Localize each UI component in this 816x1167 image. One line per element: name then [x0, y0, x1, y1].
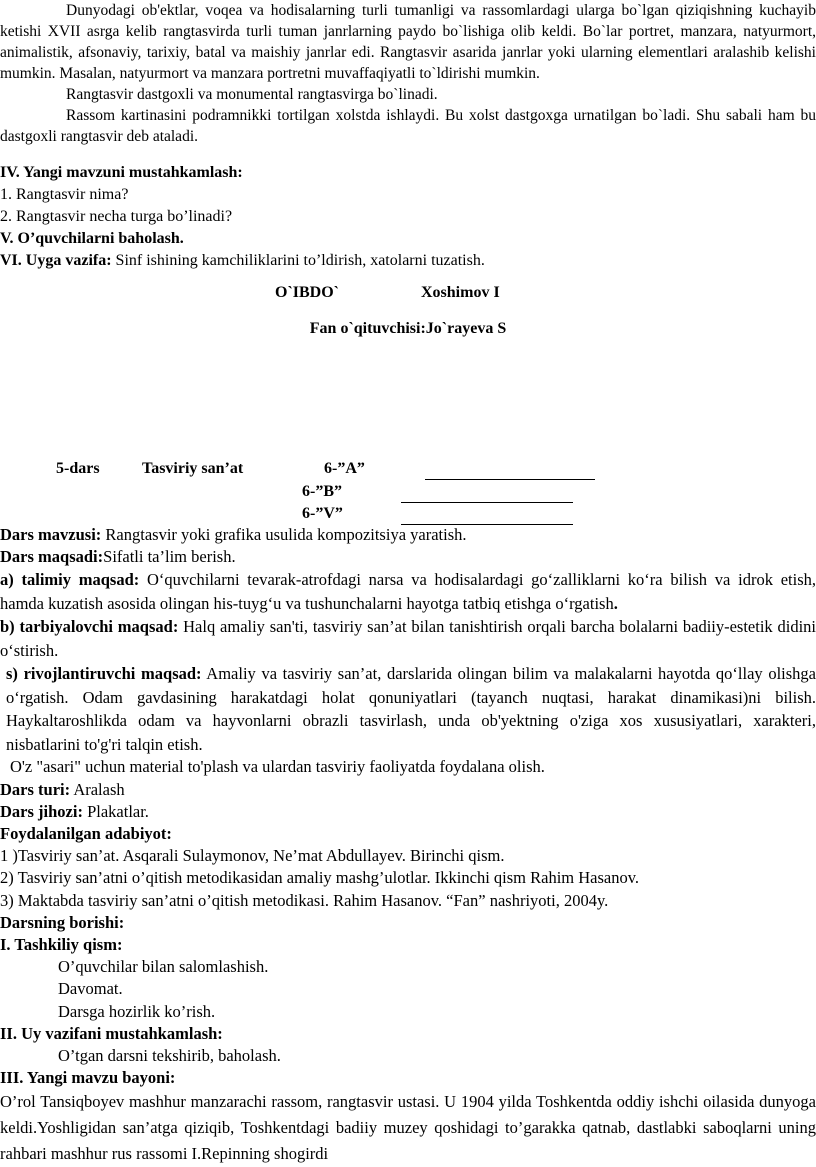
adabiyot-item-2: 2) Tasviriy san’atni o’qitish metodikasidan amaliy mashg’ulotlar. Ikkinchi qism Rahim Hasanov. [0, 868, 640, 888]
yangi-mavzu-text: O’rol Tansiqboyev mashhur manzarachi rassom, rangtasvir ustasi. U 1904 yilda Toshkentda oddiy ishchi oilasida dunyoga keldi.Yoshligidan san’atga qiziqib, Toshkentdagi badiiy muzey qoshidagi to’garakka qatnab, dastlabki saboqlarni uning rahbari mashhur rus rassomi I.Repinning shogirdi [0, 1092, 816, 1164]
section-4-heading: IV. Yangi mavzuni mustahkamlash: [0, 164, 243, 181]
tashkiliy-item-2: Davomat. [58, 979, 123, 999]
borishi-heading: Darsning borishi: [0, 912, 125, 932]
tashkiliy-heading: I. Tashkiliy qism: [0, 935, 123, 955]
dars-maqsadi [0, 546, 816, 568]
class-a: 6-”A” [324, 460, 365, 477]
talimiy-text: O‘quvchilarni tevarak-atrofdagi narsa va hodisalardagi go‘zalliklarni ko‘ra bilish va idrok etish, hamda kuzatish asosida olingan his-tuyg‘u va tushunchalarni hayotga tatbiq etishga o‘rgatish [0, 570, 816, 613]
homework-text: Sinf ishining kamchiliklarini to’ldirish, xatolarni tuzatish. [111, 252, 485, 269]
tashkiliy-item-3: Darsga hozirlik ko’rish. [58, 1001, 216, 1021]
class-b: 6-”B” [302, 483, 342, 500]
question-2: 2. Rangtasvir necha turga bo’linadi? [0, 208, 233, 225]
uy-vazifani-heading: II. Uy vazifani mustahkamlash: [0, 1023, 223, 1043]
tashkiliy-item-1: O’quvchilar bilan salomlashish. [58, 957, 269, 977]
adabiyot-item-1: 1 )Tasviriy san’at. Asqarali Sulaymonov, Ne’mat Abdullayev. Birinchi qism. [0, 846, 505, 866]
dars-turi-text: Aralash [70, 779, 125, 799]
dars-maqsadi-text: Sifatli ta’lim berish. [103, 547, 236, 567]
homework-line [0, 250, 816, 272]
adabiyot-item-3: 3) Maktabda tasviriy san’atni o’qitish metodikasi. Rahim Hasanov. “Fan” nashriyoti, 2004y. [0, 890, 609, 910]
dars-jihozi-text: Plakatlar. [82, 801, 149, 821]
teacher-line [0, 320, 816, 338]
dars-jihozi [0, 801, 816, 823]
dars-jihozi-label: Dars jihozi: [0, 801, 83, 821]
rivojlantiruvchi-text: Amaliy va tasviriy san’at, darslarida olingan bilim va malakalarni hayotda qo‘llay olishga o‘rgatish. Odam gavdasining harakatdagi holat qonuniyatlari (tayanch nuqtasi, harakat dinamikasi)ni bilish. Haykaltaroshlikda odam va hayvonlarni obrazli tasvirlash, unda ob'yektning o'ziga xos xususiyatlari, xarakteri, nisbatlarini to'g'ri talqin etish. [6, 664, 816, 754]
paragraph-types: Rangtasvir dastgoxli va monumental rangtasvirga bo`linadi. [66, 86, 438, 103]
homework-label: VI. Uyga vazifa: [0, 252, 112, 269]
uy-vazifani-item: O’tgan darsni tekshirib, baholash. [58, 1046, 281, 1066]
lesson-plan-body [0, 524, 816, 1167]
question-1: 1. Rangtasvir nima? [0, 186, 129, 203]
lesson-end-sections [0, 162, 816, 272]
yangi-mavzu-heading: III. Yangi mavzu bayoni: [0, 1068, 176, 1088]
talimiy-label: a) talimiy maqsad: [0, 570, 140, 590]
class-v: 6-”V” [302, 505, 343, 522]
intro-text-block [0, 0, 816, 147]
asari-line: O'z "asari" uchun material to'plash va ulardan tasviriy faoliyatda foydalana olish. [10, 757, 545, 777]
director-name: Xoshimov I [421, 284, 500, 301]
teacher-name: Fan o`qituvchisi:Jo`rayeva S [309, 320, 507, 337]
dars-turi-label: Dars turi: [0, 779, 71, 799]
dars-mavzusi-label: Dars mavzusi: [0, 525, 102, 544]
tarbiyalovchi-maqsad [0, 615, 816, 662]
tarbiyalovchi-text: Halq amaliy san'ti, tasviriy san’at bilan tanishtirish orqali barcha bolalarni badiiy-estetik didini o‘stirish. [0, 617, 816, 660]
adabiyot-heading: Foydalanilgan adabiyot: [0, 824, 172, 844]
section-5-heading: V. O’quvchilarni baholash. [0, 230, 184, 247]
date-line-a [425, 479, 595, 480]
dars-mavzusi [0, 524, 816, 546]
tarbiyalovchi-label: b) tarbiyalovchi maqsad: [0, 617, 179, 637]
paragraph-easel: Rassom kartinasini podramnikki tortilgan xolstda ishlaydi. Bu xolst dastgoxga urnatilgan bo`ladi. Shu sabali ham bu dastgoxli rangtasvir deb ataladi. [0, 107, 816, 145]
school-name: O`IBDO` [275, 284, 339, 301]
dars-mavzusi-text: Rangtasvir yoki grafika usulida kompozitsiya yaratish. [101, 525, 467, 544]
talimiy-maqsad [0, 568, 816, 615]
date-line-b [401, 502, 573, 503]
talimiy-end: . [613, 593, 618, 613]
lesson-number: 5-dars [56, 460, 100, 477]
dars-maqsadi-label: Dars maqsadi: [0, 547, 104, 567]
rivojlantiruvchi-maqsad [0, 662, 816, 756]
paragraph-genres: Dunyodagi ob'ektlar, voqea va hodisalarning turli tumanligi va rassomlardagi ularga bo`lgan qiziqishning kuchayib ketishi XVII asrga kelib rangtasvirda turli tuman janrlarning paydo bo`lishiga olib keldi. Bo`lar portret, manzara, natyurmort, animalistik, afsonaviy, tarixiy, batal va maishiy janrlar edi. Rangtasvir asarida janrlar yoki ularning elementlari aralashib kelishi mumkin. Masalan, natyurmort va manzara portretni muvaffaqiyatli to`ldirishi mumkin. [0, 2, 816, 82]
rivojlantiruvchi-label: s) rivojlantiruvchi maqsad: [6, 664, 202, 684]
dars-turi [0, 779, 816, 801]
lesson-subject: Tasviriy san’at [142, 460, 244, 477]
